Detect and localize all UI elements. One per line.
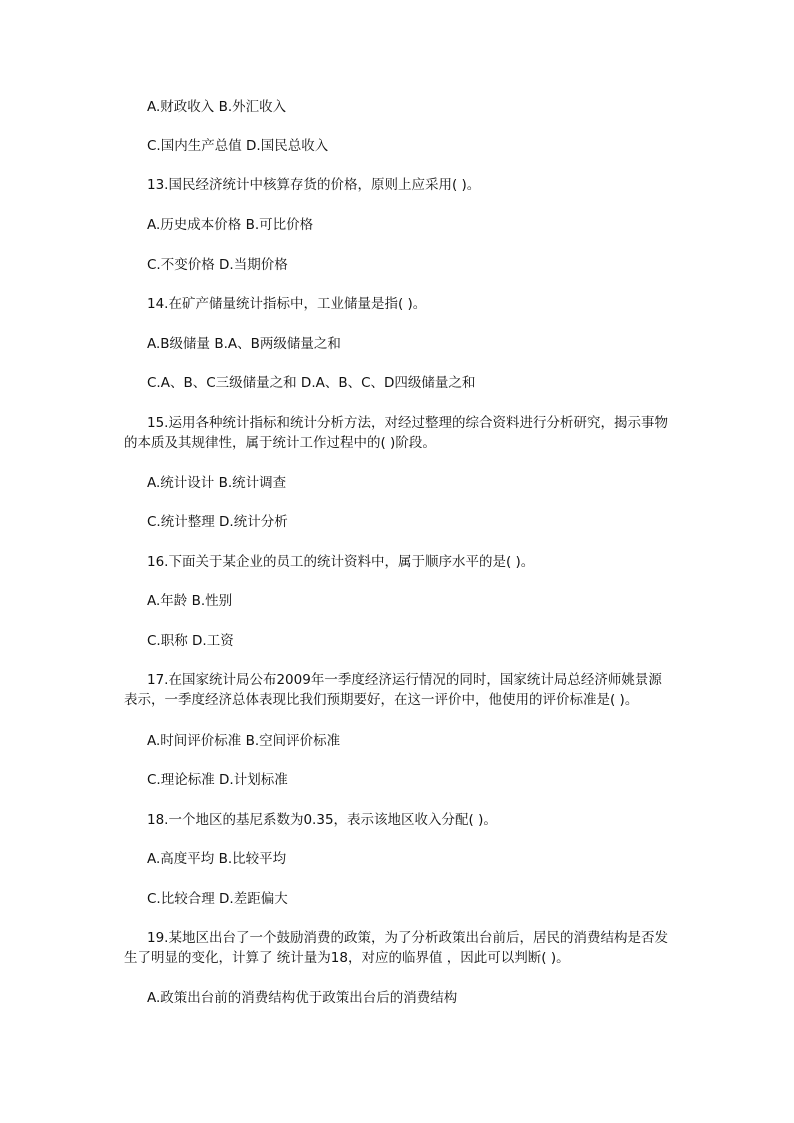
question-13: 13.国民经济统计中核算存货的价格，原则上应采用( )。 [147,177,481,193]
option-line: C.不变价格 D.当期价格 [147,257,288,273]
option-line: C.统计整理 D.统计分析 [147,514,288,530]
option-line: A.B级储量 B.A、B两级储量之和 [147,336,341,352]
option-line: A.历史成本价格 B.可比价格 [147,217,314,233]
option-line: C.A、B、C三级储量之和 D.A、B、C、D四级储量之和 [147,375,476,391]
option-line: C.理论标准 D.计划标准 [147,772,288,788]
question-16: 16.下面关于某企业的员工的统计资料中，属于顺序水平的是( )。 [147,554,535,570]
option-line: C.职称 D.工资 [147,633,234,649]
option-line: A.政策出台前的消费结构优于政策出台后的消费结构 [147,990,458,1006]
option-line: A.高度平均 B.比较平均 [147,851,287,867]
option-line: A.时间评价标准 B.空间评价标准 [147,733,341,749]
question-14: 14.在矿产储量统计指标中，工业储量是指( )。 [147,296,427,312]
option-line: A.年龄 B.性别 [147,593,233,609]
question-19: 19.某地区出台了一个鼓励消费的政策，为了分析政策出台前后，居民的消费结构是否发生了明显的变化，计算了 统计量为18，对应的临界值 ，因此可以判断( )。 [124,930,668,966]
question-18: 18.一个地区的基尼系数为0.35，表示该地区收入分配( )。 [147,812,497,828]
option-line: A.统计设计 B.统计调查 [147,475,287,491]
option-line: C.国内生产总值 D.国民总收入 [147,138,329,154]
option-line: C.比较合理 D.差距偏大 [147,891,288,907]
option-line: A.财政收入 B.外汇收入 [147,99,287,115]
question-15: 15.运用各种统计指标和统计分析方法，对经过整理的综合资料进行分析研究，揭示事物的本质及其规律性，属于统计工作过程中的( )阶段。 [124,415,668,451]
question-17: 17.在国家统计局公布2009年一季度经济运行情况的同时，国家统计局总经济师姚景源表示，一季度经济总体表现比我们预期要好，在这一评价中，他使用的评价标准是( )。 [124,672,662,708]
